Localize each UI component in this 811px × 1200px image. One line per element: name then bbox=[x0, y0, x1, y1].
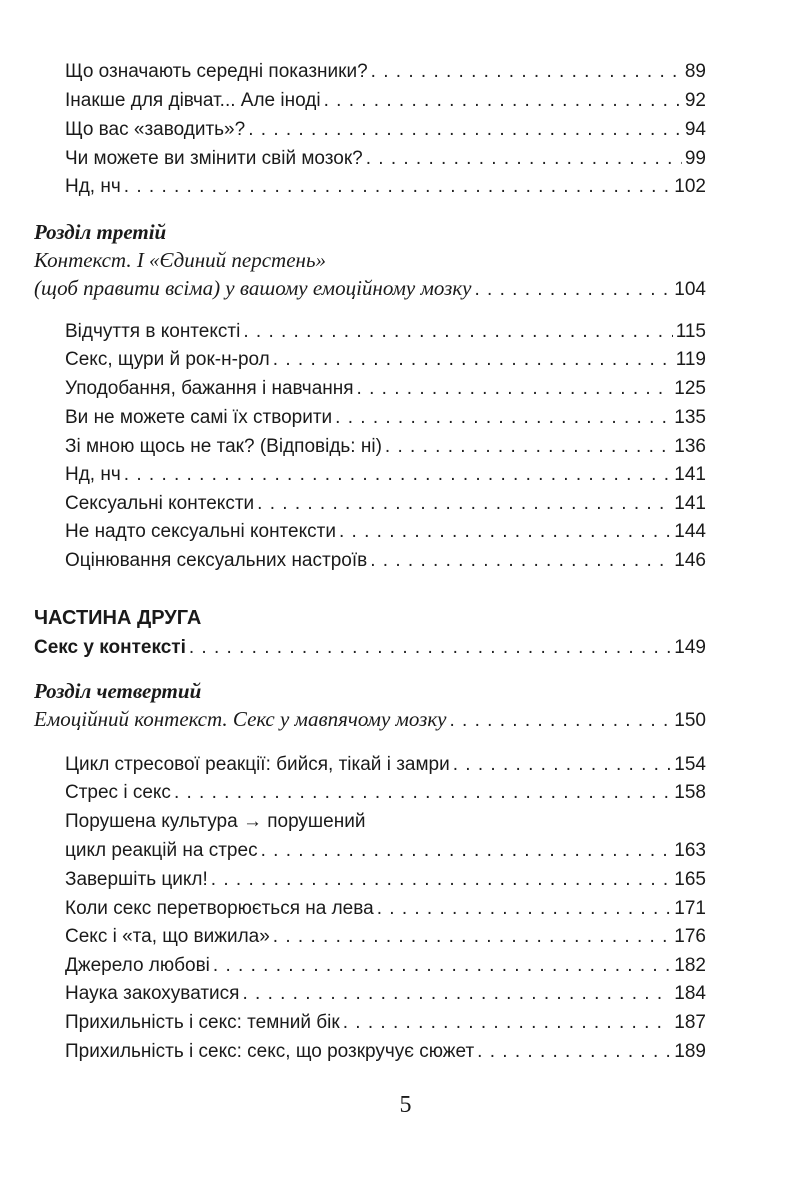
leader-dots bbox=[242, 980, 671, 1008]
toc-entry-title: Цикл стресової реакції: бийся, тікай і замри bbox=[65, 754, 450, 775]
toc-entry-page: 141 bbox=[674, 464, 706, 485]
leader-dots bbox=[343, 1009, 672, 1037]
leader-dots bbox=[273, 346, 673, 374]
leader-dots bbox=[385, 433, 671, 461]
toc-entry-page: 102 bbox=[674, 176, 706, 197]
toc-entry-page: 104 bbox=[674, 279, 706, 300]
toc-entry bbox=[65, 866, 706, 894]
toc-entry-title: Що вас «заводить»? bbox=[65, 119, 246, 140]
toc-entry bbox=[65, 779, 706, 807]
toc-entry-page: 189 bbox=[674, 1041, 706, 1062]
toc-entry-page: 158 bbox=[674, 782, 706, 803]
toc-entry-title: Не надто сексуальні контексти bbox=[65, 521, 336, 542]
toc-entry bbox=[65, 346, 706, 374]
leader-dots bbox=[377, 895, 672, 923]
toc-entry-page: 146 bbox=[674, 550, 706, 571]
toc-entry bbox=[65, 895, 706, 923]
toc-entry-page: 187 bbox=[674, 1012, 706, 1033]
toc-entry bbox=[65, 87, 706, 115]
leader-dots bbox=[450, 707, 672, 735]
leader-dots bbox=[335, 404, 671, 432]
part-title-entry bbox=[34, 634, 706, 662]
leader-dots bbox=[189, 634, 671, 662]
toc-entry-title: Прихильність і секс: темний бік bbox=[65, 1012, 340, 1033]
toc-entry-page: 115 bbox=[675, 321, 706, 342]
leader-dots bbox=[324, 87, 682, 115]
leader-dots bbox=[261, 837, 672, 865]
toc-entry-title: Коли секс перетворюється на лева bbox=[65, 898, 374, 919]
toc-entry bbox=[65, 751, 706, 779]
toc-entry-page: 119 bbox=[675, 349, 706, 370]
toc-entry-title: Що означають середні показники? bbox=[65, 61, 368, 82]
toc-entry-page: 99 bbox=[684, 148, 706, 169]
section-heading: Розділ четвертий bbox=[34, 679, 202, 703]
toc-entry bbox=[65, 433, 706, 461]
toc-entry bbox=[65, 837, 706, 865]
toc-entry-title: Відчуття в контексті bbox=[65, 321, 241, 342]
toc-entry bbox=[65, 58, 706, 86]
leader-dots bbox=[211, 866, 672, 894]
toc-entry-title: Зі мною щось не так? (Відповідь: ні) bbox=[65, 436, 382, 457]
toc-entry bbox=[65, 1009, 706, 1037]
toc-entry-page: 92 bbox=[684, 90, 706, 111]
leader-dots bbox=[474, 276, 671, 304]
toc-entry-title: Емоційний контекст. Секс у мавпячому мозку bbox=[34, 707, 447, 731]
toc-entry-title: (щоб правити всіма) у вашому емоційному мозку bbox=[34, 276, 472, 300]
toc-entry bbox=[65, 952, 706, 980]
toc-entry-title: Сексуальні контексти bbox=[65, 493, 255, 514]
toc-entry-page: 171 bbox=[674, 898, 706, 919]
toc-entry-title: Секс у контексті bbox=[34, 637, 186, 658]
toc-entry-title: Наука закохуватися bbox=[65, 983, 240, 1004]
toc-entry bbox=[65, 404, 706, 432]
toc-entry-title: Секс, щури й рок-н-рол bbox=[65, 349, 270, 370]
toc-entry bbox=[65, 518, 706, 546]
leader-dots bbox=[339, 518, 671, 546]
toc-entry-title: Завершіть цикл! bbox=[65, 869, 208, 890]
leader-dots bbox=[366, 145, 682, 173]
toc-entry-page: 182 bbox=[674, 955, 706, 976]
toc-entry bbox=[65, 461, 706, 489]
leader-dots bbox=[257, 490, 671, 518]
toc-entry-page: 125 bbox=[674, 378, 706, 399]
toc-entry-page: 136 bbox=[674, 436, 706, 457]
toc-entry-title: Ви не можете самі їх створити bbox=[65, 407, 333, 428]
leader-dots bbox=[371, 58, 682, 86]
toc-entry bbox=[65, 318, 706, 346]
toc-entry-title: Чи можете ви змінити свій мозок? bbox=[65, 148, 363, 169]
toc-entry-page: 154 bbox=[674, 754, 706, 775]
toc-entry-page: 163 bbox=[674, 840, 706, 861]
toc-entry-title: Уподобання, бажання і навчання bbox=[65, 378, 354, 399]
toc-entry bbox=[65, 490, 706, 518]
leader-dots bbox=[243, 318, 672, 346]
part-heading: ЧАСТИНА ДРУГА bbox=[34, 607, 202, 629]
toc-entry-title: Нд, нч bbox=[65, 176, 121, 197]
leader-dots bbox=[124, 173, 672, 201]
toc-entry-title: цикл реакцій на стрес bbox=[65, 840, 258, 861]
leader-dots bbox=[174, 779, 671, 807]
toc-entry-page: 89 bbox=[684, 61, 706, 82]
toc-entry bbox=[65, 173, 706, 201]
toc-entry-page: 135 bbox=[674, 407, 706, 428]
toc-entry bbox=[65, 145, 706, 173]
toc-entry bbox=[65, 923, 706, 951]
toc-entry-title: Прихильність і секс: секс, що розкручує сюжет bbox=[65, 1041, 475, 1062]
page-number: 5 bbox=[399, 1092, 412, 1118]
toc-entry-page: 150 bbox=[674, 710, 706, 731]
leader-dots bbox=[273, 923, 672, 951]
leader-dots bbox=[477, 1038, 671, 1066]
section-heading: Розділ третій bbox=[34, 220, 167, 244]
toc-entry bbox=[65, 1038, 706, 1066]
toc-entry bbox=[65, 375, 706, 403]
leader-dots bbox=[357, 375, 672, 403]
leader-dots bbox=[124, 461, 672, 489]
leader-dots bbox=[213, 952, 671, 980]
toc-entry-title: Оцінювання сексуальних настроїв bbox=[65, 550, 368, 571]
toc-entry bbox=[65, 547, 706, 575]
toc-entry-title: Нд, нч bbox=[65, 464, 121, 485]
toc-entry-title: Джерело любові bbox=[65, 955, 210, 976]
toc-entry-page: 184 bbox=[674, 983, 706, 1004]
leader-dots bbox=[370, 547, 671, 575]
leader-dots bbox=[453, 751, 672, 779]
toc-entry-first-line: Порушена культура → порушений bbox=[65, 811, 366, 832]
section-title-entry bbox=[34, 274, 706, 304]
toc-entry bbox=[65, 116, 706, 144]
toc-entry-title: Стрес і секс bbox=[65, 782, 171, 803]
section-title-line: Контекст. І «Єдиний перстень» bbox=[34, 248, 327, 272]
section-title-entry bbox=[34, 705, 706, 735]
toc-entry-page: 176 bbox=[674, 926, 706, 947]
toc-entry-title: Інакше для дівчат... Але іноді bbox=[65, 90, 321, 111]
leader-dots bbox=[248, 116, 682, 144]
toc-entry-title: Секс і «та, що вижила» bbox=[65, 926, 270, 947]
toc-entry-page: 149 bbox=[674, 637, 706, 658]
toc-entry-page: 94 bbox=[684, 119, 706, 140]
toc-entry-page: 141 bbox=[674, 493, 706, 514]
toc-entry-page: 144 bbox=[674, 521, 706, 542]
toc-entry bbox=[65, 980, 706, 1008]
toc-entry-page: 165 bbox=[674, 869, 706, 890]
